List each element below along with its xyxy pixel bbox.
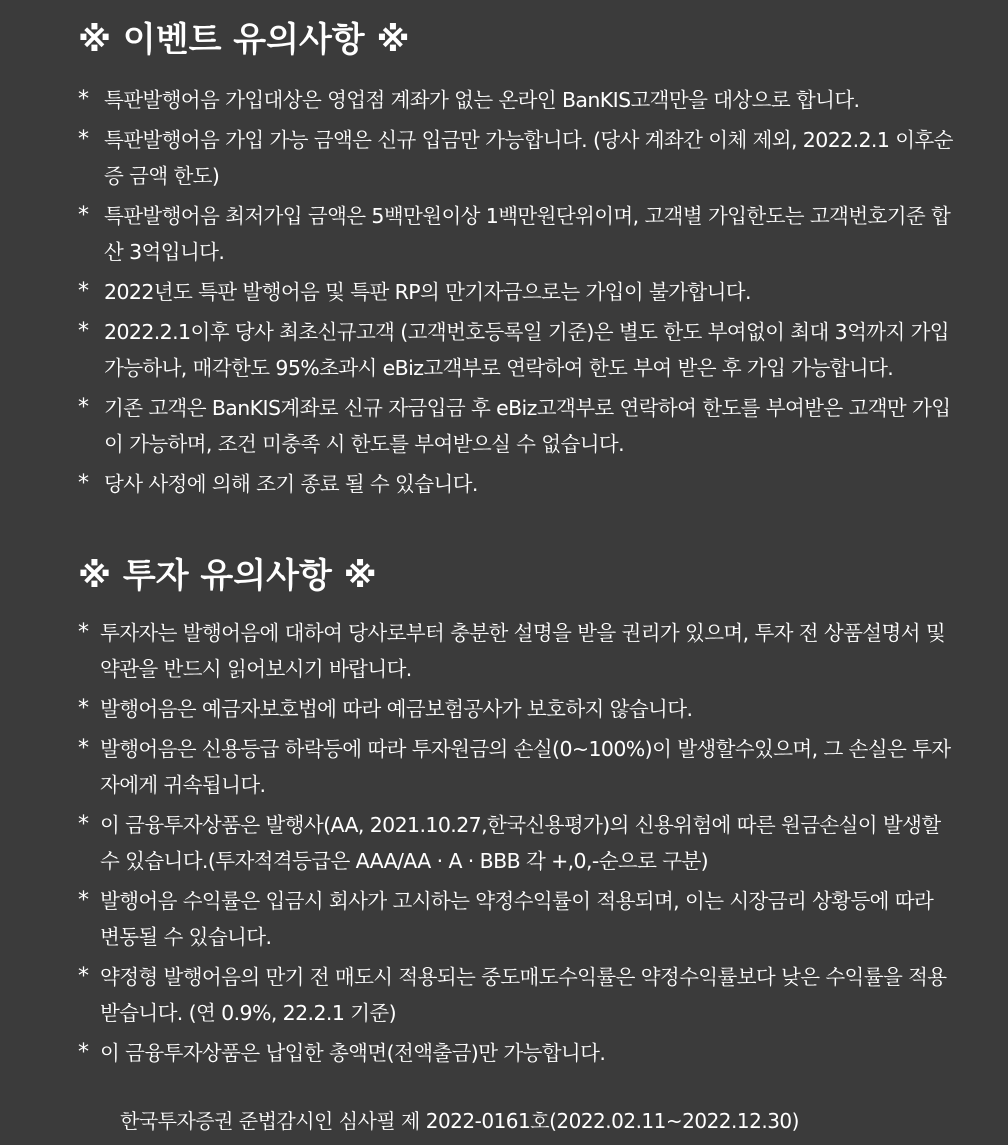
notice-text: 투자자는 발행어음에 대하여 당사로부터 충분한 설명을 받을 권리가 있으며, 투자 전 상품설명서 및 약관을 반드시 읽어보시기 바랍니다. (100, 621, 946, 681)
asterisk-icon: * (78, 736, 89, 761)
list-item (78, 466, 958, 502)
list-item (78, 274, 958, 310)
asterisk-icon: * (78, 203, 89, 228)
list-item (78, 807, 958, 879)
asterisk-icon: * (78, 812, 89, 837)
notice-text: 발행어음은 예금자보호법에 따라 예금보험공사가 보호하지 않습니다. (100, 697, 693, 721)
notice-text: 이 금융투자상품은 납입한 총액면(전액출금)만 가능합니다. (100, 1041, 606, 1065)
list-item (78, 615, 958, 687)
notice-text: 약정형 발행어음의 만기 전 매도시 적용되는 중도매도수익률은 약정수익률보다 낮은 수익률을 적용받습니다. (연 0.9%, 22.2.1 기준) (100, 965, 947, 1025)
event-notice-list (78, 82, 958, 506)
notice-text: 특판발행어음 최저가입 금액은 5백만원이상 1백만원단위이며, 고객별 가입한도는 고객번호기준 합산 3억입니다. (104, 204, 951, 264)
list-item (78, 390, 958, 462)
notice-text: 당사 사정에 의해 조기 종료 될 수 있습니다. (104, 472, 478, 496)
event-notice-title: ※ 이벤트 유의사항 ※ (78, 20, 410, 60)
notice-text: 발행어음은 신용등급 하락등에 따라 투자원금의 손실(0~100%)이 발생할수있으며, 그 손실은 투자자에게 귀속됩니다. (100, 737, 951, 797)
asterisk-icon: * (78, 127, 89, 152)
asterisk-icon: * (78, 319, 89, 344)
notice-text: 기존 고객은 BanKIS계좌로 신규 자금입금 후 eBiz고객부로 연락하여 한도를 부여받은 고객만 가입이 가능하며, 조건 미충족 시 한도를 부여받으실 수 없습니다. (104, 396, 951, 456)
asterisk-icon: * (78, 1040, 89, 1065)
compliance-approval-text: 한국투자증권 준법감시인 심사필 제 2022-0161호(2022.02.11~2022.12.30) (120, 1109, 799, 1133)
list-item (78, 883, 958, 955)
notice-text: 2022년도 특판 발행어음 및 특판 RP의 만기자금으로는 가입이 불가합니다. (104, 280, 751, 304)
notice-text: 특판발행어음 가입대상은 영업점 계좌가 없는 온라인 BanKIS고객만을 대상으로 합니다. (104, 88, 860, 112)
asterisk-icon: * (78, 87, 89, 112)
asterisk-icon: * (78, 279, 89, 304)
list-item (78, 691, 958, 727)
notice-text: 2022.2.1이후 당사 최초신규고객 (고객번호등록일 기준)은 별도 한도 부여없이 최대 3억까지 가입가능하나, 매각한도 95%초과시 eBiz고객부로 연락하여 한도 부여 받은 후 가입 가능합니다. (104, 320, 949, 380)
invest-notice-title: ※ 투자 유의사항 ※ (78, 556, 377, 596)
list-item (78, 1035, 958, 1071)
list-item (78, 122, 958, 194)
asterisk-icon: * (78, 395, 89, 420)
list-item (78, 198, 958, 270)
list-item (78, 314, 958, 386)
invest-notice-list (78, 615, 958, 1075)
notice-text: 특판발행어음 가입 가능 금액은 신규 입금만 가능합니다. (당사 계좌간 이체 제외, 2022.2.1 이후순증 금액 한도) (104, 128, 953, 188)
asterisk-icon: * (78, 696, 89, 721)
list-item (78, 959, 958, 1031)
notice-text: 발행어음 수익률은 입금시 회사가 고시하는 약정수익률이 적용되며, 이는 시장금리 상황등에 따라 변동될 수 있습니다. (100, 889, 934, 949)
asterisk-icon: * (78, 471, 89, 496)
list-item (78, 731, 958, 803)
asterisk-icon: * (78, 620, 89, 645)
asterisk-icon: * (78, 888, 89, 913)
notice-text: 이 금융투자상품은 발행사(AA, 2021.10.27,한국신용평가)의 신용위험에 따른 원금손실이 발생할 수 있습니다.(투자적격등급은 AAA/AA · A · BBB 각 +,0,-순으로 구분) (100, 813, 941, 873)
list-item (78, 82, 958, 118)
asterisk-icon: * (78, 964, 89, 989)
